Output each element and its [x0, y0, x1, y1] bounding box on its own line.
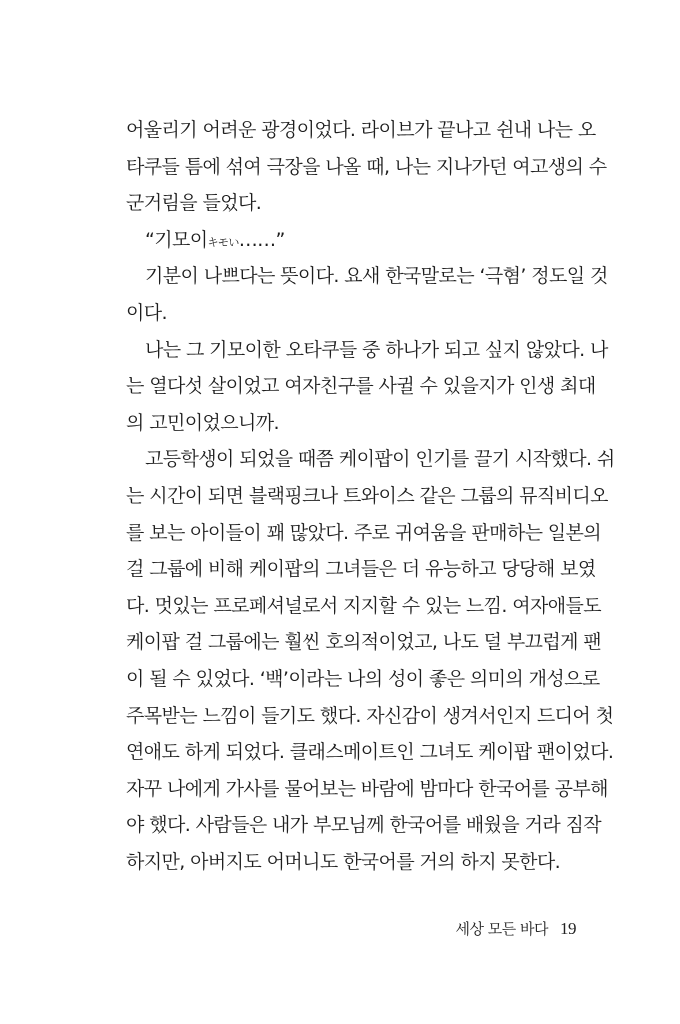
page-number: 19 [560, 919, 576, 938]
text-line: 이다. [126, 301, 167, 324]
text-line: 타쿠들 틈에 섞여 극장을 나올 때, 나는 지나가던 여고생의 수 [126, 155, 607, 178]
text-line: 자꾸 나에게 가사를 물어보는 바람에 밤마다 한국어를 공부해 [126, 777, 608, 800]
text-line: 하지만, 아버지도 어머니도 한국어를 거의 하지 못한다. [126, 850, 561, 873]
text-line: 어울리기 어려운 광경이었다. 라이브가 끝나고 쉰내 나는 오 [126, 119, 596, 141]
text-line: 군거림을 들었다. [126, 192, 262, 215]
text-line: 케이팝 걸 그룹에는 훨씬 호의적이었고, 나도 덜 부끄럽게 팬 [126, 631, 602, 654]
book-title: 세상 모든 바다 [455, 920, 548, 938]
text-line: 다. 멋있는 프로페셔널로서 지지할 수 있는 느낌. 여자애들도 [126, 594, 602, 617]
quote-line [126, 222, 578, 259]
text-line: 의 고민이었으니까. [126, 411, 279, 434]
text-line: 이 될 수 있었다. ‘백’이라는 나의 성이 좋은 의미의 개성으로 [126, 667, 600, 690]
text-line: 주목받는 느낌이 들기도 했다. 자신감이 생겨서인지 드디어 첫 [126, 704, 614, 727]
text-line: 기분이 나쁘다는 뜻이다. 요새 한국말로는 ‘극혐’ 정도일 것 [145, 265, 608, 288]
page-footer [456, 918, 576, 939]
body-text [126, 112, 615, 880]
text-line: 는 열다섯 살이었고 여자친구를 사귈 수 있을지가 인생 최대 [126, 375, 596, 398]
text-line: 나는 그 기모이한 오타쿠들 중 하나가 되고 싶지 않았다. 나 [145, 338, 608, 361]
text-line: 는 시간이 되면 블랙핑크나 트와이스 같은 그룹의 뮤직비디오 [126, 484, 608, 507]
text-line: 를 보는 아이들이 꽤 많았다. 주로 귀여움을 판매하는 일본의 [126, 521, 602, 544]
text-line: 야 했다. 사람들은 내가 부모님께 한국어를 배웠을 거라 짐작 [126, 814, 602, 837]
text-line: 걸 그룹에 비해 케이팝의 그녀들은 더 유능하고 당당해 보였 [126, 558, 596, 581]
quote-ellipsis: ……” [238, 228, 285, 251]
text-line: 고등학생이 되었을 때쯤 케이팝이 인기를 끌기 시작했다. 쉬 [145, 448, 615, 471]
text-line: 연애도 하게 되었다. 클래스메이트인 그녀도 케이팝 팬이었다. [126, 741, 614, 764]
quote-word: “기모이 [145, 228, 208, 251]
quote-japanese: キモい [207, 235, 239, 249]
